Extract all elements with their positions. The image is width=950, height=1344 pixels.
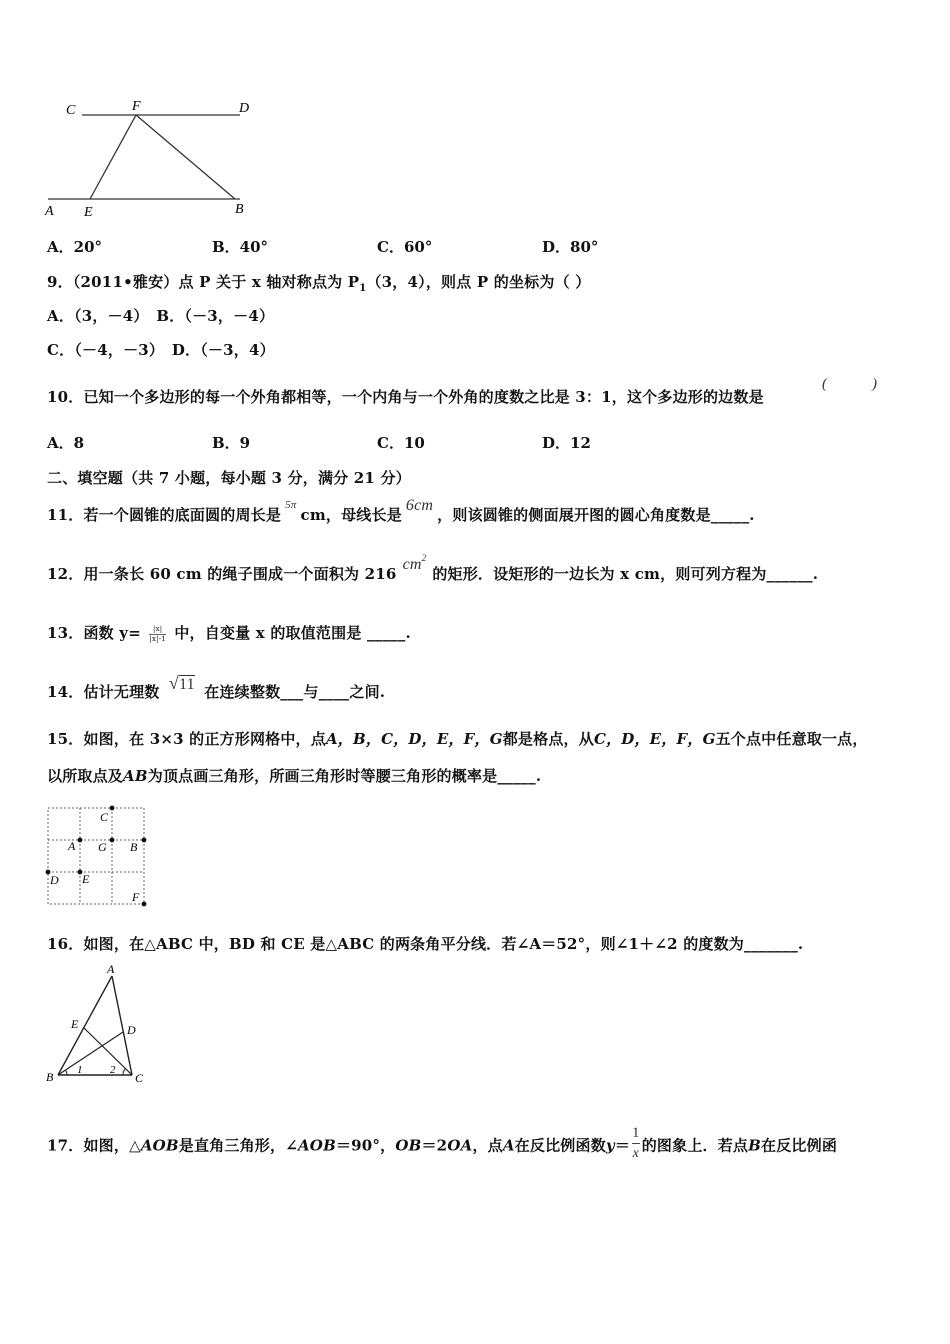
q9-options-row1: A．（3，－4） B．（－3，－4） (47, 307, 275, 325)
tri-label-a: A (107, 962, 115, 976)
grid-label-e: E (82, 872, 90, 886)
grid-label-b: B (130, 840, 138, 854)
figure-q16-triangle (40, 962, 160, 1087)
grid-label-d: D (50, 873, 59, 887)
q10-option-b: B．9 (212, 434, 251, 452)
q10-stem: 10．已知一个多边形的每一个外角都相等，一个内角与一个外角的度数之比是 3：1，这个多边形的边数是 (47, 388, 764, 406)
tri-label-c: C (135, 1071, 144, 1085)
tri-label-1: 1 (77, 1064, 83, 1076)
tri-label-d: D (127, 1023, 136, 1037)
q13-fraction: $\frac{|x|}{|x|-1}$ (149, 624, 166, 643)
q9-stem: 9．（2011•雅安）点 P 关于 x 轴对称点为 $P_1(3$，4），则点 P 的坐标为（ ） (47, 273, 591, 294)
q17: 17．如图，△AOB是直角三角形，∠AOB＝90°，OB＝2OA，点A在反比例函数y＝ $\frac{1}{x}$ 的图象上．若点B在反比例函 (47, 1126, 837, 1167)
label-a: A (45, 204, 54, 219)
tri-label-b: B (46, 1070, 54, 1084)
q8-option-c: C．60° (377, 238, 433, 256)
q14: 14．估计无理数 √11 在连续整数___与____之间. (47, 673, 386, 701)
q16: 16．如图，在△ABC 中，BD 和 CE 是△ABC 的两条角平分线．若∠A＝52°，则∠1＋∠2 的度数为_______. (47, 935, 804, 953)
q15-line1: 15．如图，在 3×3 的正方形网格中，点A，B，C，D，E，F，G都是格点，从C，D，E，F，G五个点中任意取一点， (47, 730, 868, 748)
q8-option-b: B．40° (212, 238, 269, 256)
label-f: F (132, 99, 141, 114)
label-e: E (84, 205, 93, 220)
q11: 11．若一个圆锥的底面圆的周长是$^{5\pi}$cm，母线长是6cm，则该圆锥的侧面展开图的圆心角度数是_____. (47, 497, 755, 524)
grid-label-g: G (98, 840, 107, 854)
q10-option-c: C．10 (377, 434, 425, 452)
q10-option-d: D．12 (542, 434, 591, 452)
q8-option-a: A．20° (47, 238, 103, 256)
grid-label-f: F (132, 890, 140, 904)
grid-label-c: C (100, 810, 109, 824)
grid-label-a: A (68, 839, 76, 853)
label-d: D (239, 101, 250, 116)
label-c: C (66, 103, 76, 118)
q10-option-a: A．8 (47, 434, 85, 452)
q15-line2: 以所取点及AB为顶点画三角形，所画三角形时等腰三角形的概率是_____. (47, 767, 542, 785)
section-2-heading: 二、填空题（共 7 小题，每小题 3 分，满分 21 分） (47, 469, 411, 487)
tri-label-2: 2 (110, 1064, 116, 1076)
q12: 12．用一条长 60 cm 的绳子围成一个面积为 $216cm^2$的矩形．设矩形的一边长为 x cm，则可列方程为______. (47, 553, 819, 583)
figure-q15-grid (40, 800, 155, 910)
tri-label-e: E (71, 1017, 79, 1031)
q9-options-row2: C．（－4，－3） D．（－3，4） (47, 341, 275, 359)
q10-answer-paren: ( ) (822, 376, 877, 392)
q13: 13．函数 y= $\frac{|x|}{|x|-1}$ 中，自变量 x 的取值范围是 _____. (47, 624, 411, 643)
sqrt-11: √11 (168, 673, 195, 693)
q17-fraction: $\frac{1}{x}$ (632, 1125, 640, 1161)
figure-q8-parallel-lines (40, 95, 270, 225)
label-b: B (235, 202, 244, 217)
q8-option-d: D．80° (542, 238, 599, 256)
